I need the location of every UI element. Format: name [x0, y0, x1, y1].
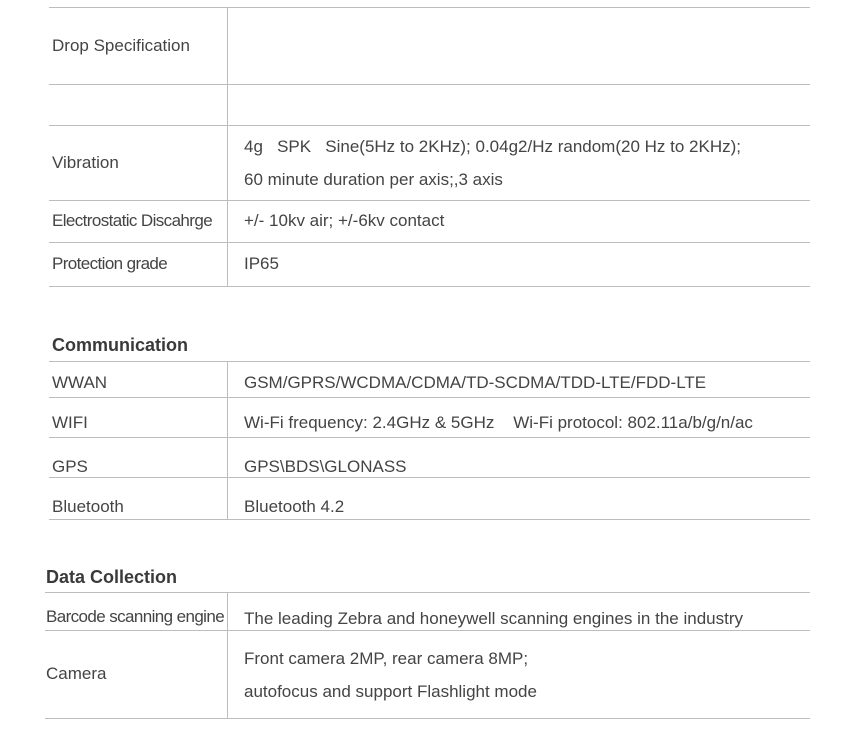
row-label-wifi: WIFI — [52, 412, 88, 432]
row-label-wwan: WWAN — [52, 372, 108, 392]
column-divider — [227, 361, 228, 519]
row-value-camera — [244, 631, 809, 718]
row-label-bluetooth: Bluetooth — [52, 496, 124, 516]
row-value-wwan: GSM/GPRS/WCDMA/CDMA/TD-SCDMA/TDD-LTE/FDD-LTE — [244, 372, 707, 392]
row-value-wifi: Wi-Fi frequency: 2.4GHz & 5GHz Wi-Fi protocol: 802.11a/b/g/n/ac — [244, 412, 753, 432]
row-value-barcode-scanning-engine: The leading Zebra and honeywell scanning engines in the industry — [244, 608, 743, 628]
column-divider — [227, 7, 228, 286]
row-label-barcode-scanning-engine: Barcode scanning engine — [46, 606, 225, 626]
row-label-drop-specification: Drop Specification — [52, 35, 190, 55]
row-value-protection-grade: IP65 — [244, 254, 279, 274]
row-label-empty — [52, 85, 224, 125]
row-value-empty — [244, 85, 809, 125]
row-label-electrostatic-discharge: Electrostatic Discahrge — [52, 211, 213, 231]
row-label-gps: GPS — [52, 456, 88, 476]
table-divider — [45, 718, 810, 719]
row-label-camera: Camera — [46, 664, 107, 684]
column-divider — [227, 592, 228, 718]
table-divider — [49, 286, 810, 287]
row-value-drop-specification — [244, 8, 809, 84]
table-divider — [49, 361, 810, 362]
row-label-vibration: Vibration — [52, 152, 119, 172]
camera-line-2: autofocus and support Flashlight mode — [244, 681, 537, 701]
camera-line-1: Front camera 2MP, rear camera 8MP; — [244, 648, 529, 668]
vibration-line-1: 4g SPK Sine(5Hz to 2KHz); 0.04g2/Hz random(20 Hz to 2KHz); — [244, 137, 741, 156]
row-value-electrostatic-discharge: +/- 10kv air; +/-6kv contact — [244, 211, 445, 231]
section-title-data-collection: Data Collection — [46, 567, 178, 587]
section-title-communication: Communication — [52, 335, 189, 355]
row-value-bluetooth: Bluetooth 4.2 — [244, 496, 345, 516]
vibration-line-2: 60 minute duration per axis;,3 axis — [244, 170, 503, 189]
row-label-protection-grade: Protection grade — [52, 254, 168, 274]
row-value-vibration — [244, 126, 809, 200]
table-divider — [45, 592, 810, 593]
row-value-gps: GPS\BDS\GLONASS — [244, 456, 407, 476]
